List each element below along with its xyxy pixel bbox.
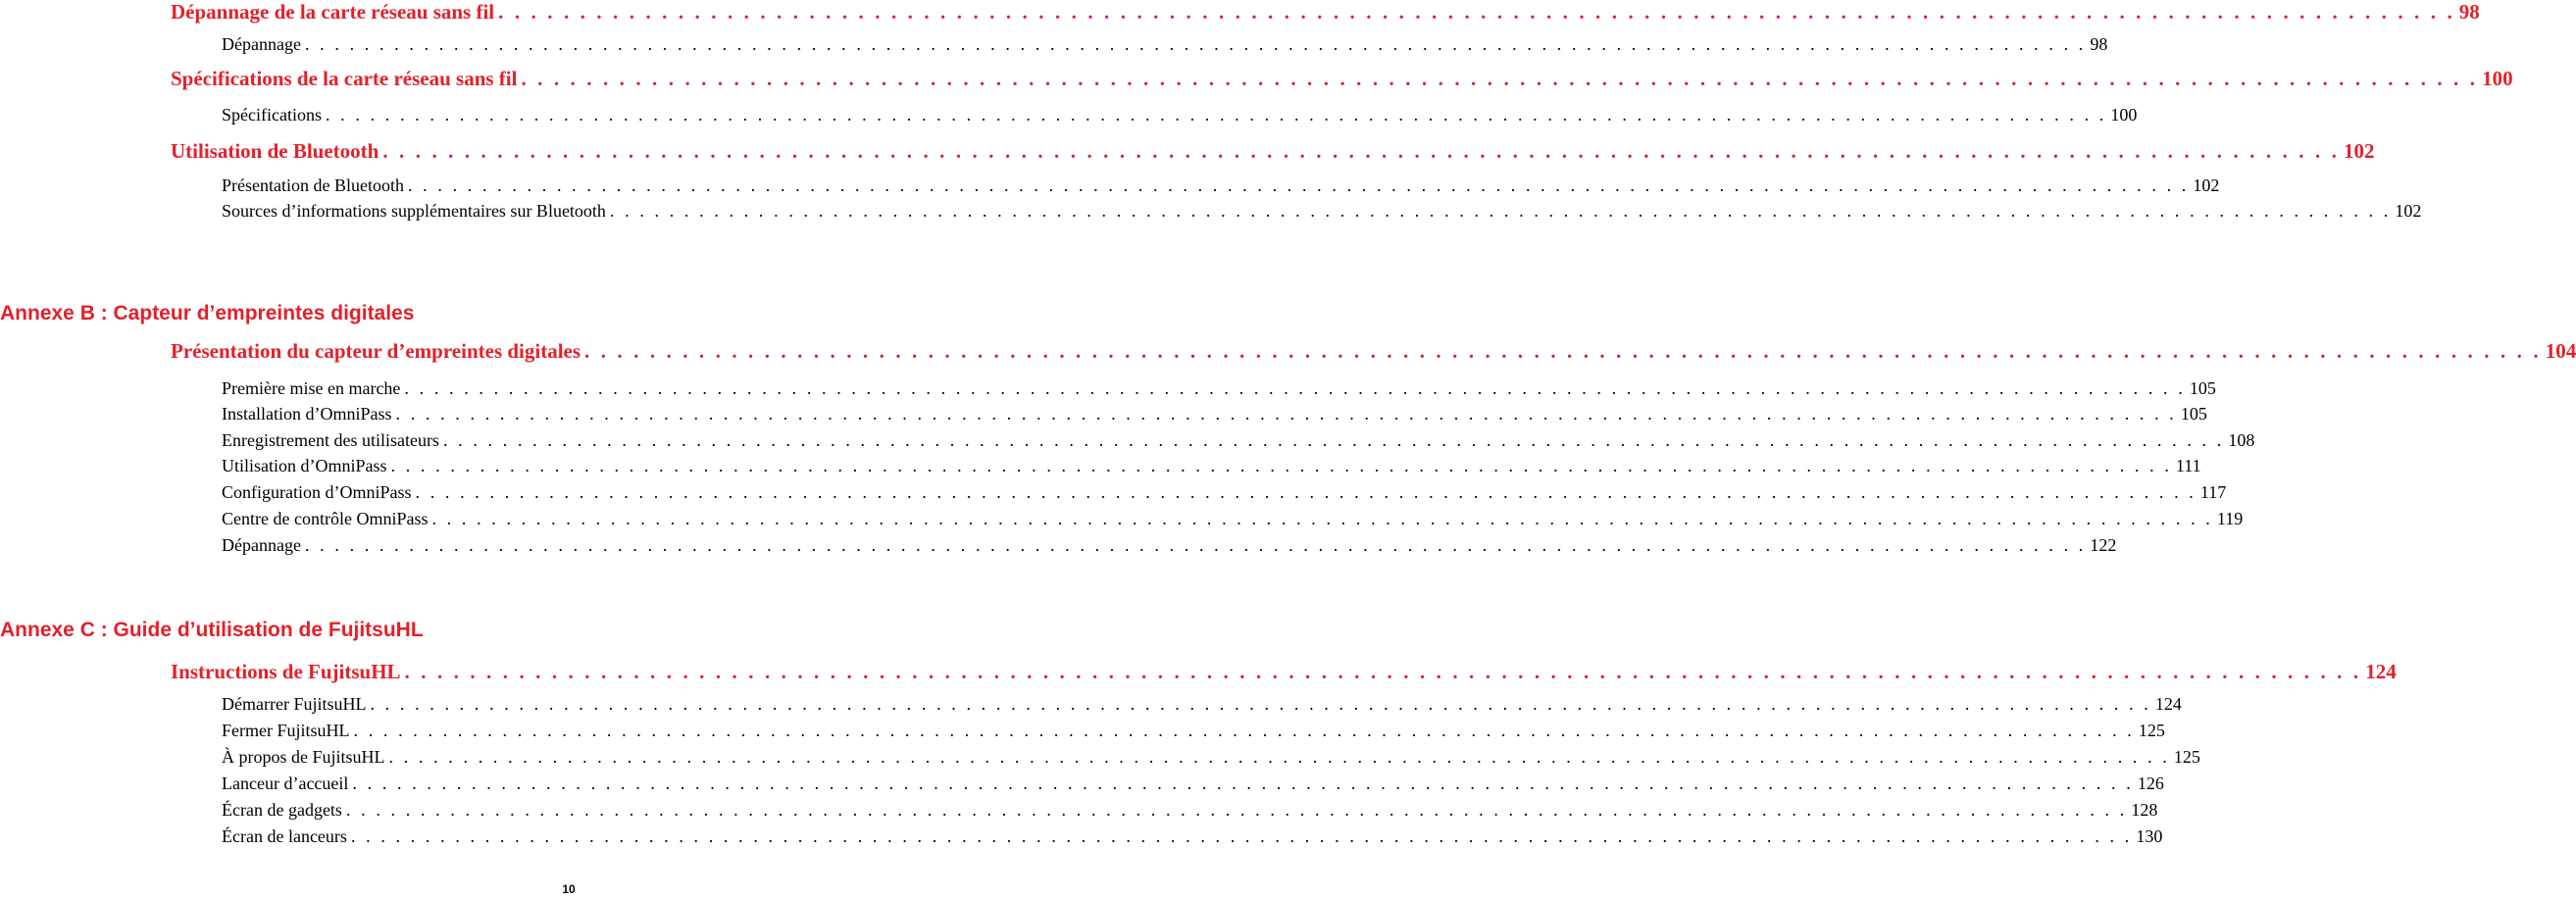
- toc-entry-title: Enregistrement des utilisateurs: [222, 430, 439, 450]
- toc-entry-title: Dépannage de la carte réseau sans fil: [171, 0, 495, 24]
- toc-entry-page: 102: [2344, 139, 2375, 163]
- toc-entry-page: 117: [2199, 482, 2227, 502]
- toc-entry-page: 98: [2458, 0, 2480, 24]
- toc-entry-title: Centre de contrôle OmniPass: [222, 509, 429, 528]
- toc-subsection-entry[interactable]: [222, 430, 2255, 454]
- toc-subsection-entry[interactable]: [222, 747, 2200, 771]
- toc-subsection-entry[interactable]: [222, 378, 2216, 402]
- toc-entry-page: 100: [2482, 67, 2513, 90]
- toc-subsection-entry[interactable]: [222, 721, 2165, 744]
- toc-entry-page: 122: [2090, 535, 2117, 555]
- toc-leader-dots: . . . . . . . . . . . . . . . . . . . . . . . . . . . . . . . . . . . . . . . . . . . . . . . . . . . . . . . . . . . . . . . . . . . . . . . . . . . . . . . . . . . . . . . . . . . . . . . . . . . . . . . . . . . . . . . . . . . . . . . .: [382, 139, 2341, 163]
- toc-subsection-entry[interactable]: [222, 34, 2108, 58]
- toc-subsection-entry[interactable]: [222, 694, 2182, 718]
- toc-entry-page: 119: [2216, 509, 2244, 528]
- toc-subsection-entry[interactable]: [222, 105, 2138, 128]
- toc-leader-dots: . . . . . . . . . . . . . . . . . . . . . . . . . . . . . . . . . . . . . . . . . . . . . . . . . . . . . . . . . . . . . . . . . . . . . . . . . . . . . . . . . . . . . . . . . . . . . . . . . . . . . . . . . . . . . . . . . . . . . . . .: [304, 34, 2087, 54]
- toc-section-entry[interactable]: [171, 339, 2576, 367]
- toc-entry-title: Dépannage: [222, 34, 301, 54]
- toc-section-entry[interactable]: [171, 660, 2397, 687]
- toc-subsection-entry[interactable]: [222, 482, 2227, 506]
- toc-entry-page: 104: [2545, 339, 2576, 363]
- toc-leader-dots: . . . . . . . . . . . . . . . . . . . . . . . . . . . . . . . . . . . . . . . . . . . . . . . . . . . . . . . . . . . . . . . . . . . . . . . . . . . . . . . . . . . . . . . . . . . . . . . . . . . . . . . . . . . . . . . . . . . . . . . .: [395, 404, 2177, 424]
- toc-subsection-entry[interactable]: [222, 826, 2163, 850]
- toc-leader-dots: . . . . . . . . . . . . . . . . . . . . . . . . . . . . . . . . . . . . . . . . . . . . . . . . . . . . . . . . . . . . . . . . . . . . . . . . . . . . . . . . . . . . . . . . . . . . . . . . . . . . . . . . . . . . . . . . . . . . . . . .: [498, 0, 2455, 24]
- toc-entry-title: Installation d’OmniPass: [222, 404, 392, 424]
- annex-heading: Annexe C : Guide d’utilisation de FujitsuHL: [0, 619, 424, 641]
- toc-leader-dots: . . . . . . . . . . . . . . . . . . . . . . . . . . . . . . . . . . . . . . . . . . . . . . . . . . . . . . . . . . . . . . . . . . . . . . . . . . . . . . . . . . . . . . . . . . . . . . . . . . . . . . . . . . . . . . . . . . . . . . . .: [388, 747, 2170, 767]
- toc-entry-title: À propos de FujitsuHL: [222, 747, 385, 767]
- toc-entry-title: Dépannage: [222, 535, 301, 555]
- toc-section-entry[interactable]: [171, 0, 2480, 27]
- toc-entry-page: 100: [2110, 105, 2138, 125]
- toc-entry-title: Instructions de FujitsuHL: [171, 660, 401, 683]
- toc-entry-title: Configuration d’OmniPass: [222, 482, 412, 502]
- toc-subsection-entry[interactable]: [222, 404, 2207, 427]
- toc-entry-title: Première mise en marche: [222, 378, 401, 398]
- toc-entry-page: 124: [2365, 660, 2397, 683]
- toc-leader-dots: . . . . . . . . . . . . . . . . . . . . . . . . . . . . . . . . . . . . . . . . . . . . . . . . . . . . . . . . . . . . . . . . . . . . . . . . . . . . . . . . . . . . . . . . . . . . . . . . . . . . . . . . . . . . . . . . . . . . . . . .: [404, 660, 2362, 683]
- toc-entry-title: Écran de gadgets: [222, 800, 342, 820]
- toc-leader-dots: . . . . . . . . . . . . . . . . . . . . . . . . . . . . . . . . . . . . . . . . . . . . . . . . . . . . . . . . . . . . . . . . . . . . . . . . . . . . . . . . . . . . . . . . . . . . . . . . . . . . . . . . . . . . . . . . . . . . . . . .: [350, 826, 2133, 846]
- toc-section-entry[interactable]: [171, 139, 2375, 167]
- toc-subsection-entry[interactable]: [222, 175, 2220, 199]
- toc-leader-dots: . . . . . . . . . . . . . . . . . . . . . . . . . . . . . . . . . . . . . . . . . . . . . . . . . . . . . . . . . . . . . . . . . . . . . . . . . . . . . . . . . . . . . . . . . . . . . . . . . . . . . . . . . . . . . . . . . . . . . . . .: [404, 378, 2186, 398]
- toc-leader-dots: . . . . . . . . . . . . . . . . . . . . . . . . . . . . . . . . . . . . . . . . . . . . . . . . . . . . . . . . . . . . . . . . . . . . . . . . . . . . . . . . . . . . . . . . . . . . . . . . . . . . . . . . . . . . . . . . . . . . . . . .: [345, 800, 2128, 820]
- toc-entry-page: 105: [2189, 378, 2216, 398]
- toc-entry-page: 125: [2138, 721, 2165, 740]
- toc-leader-dots: . . . . . . . . . . . . . . . . . . . . . . . . . . . . . . . . . . . . . . . . . . . . . . . . . . . . . . . . . . . . . . . . . . . . . . . . . . . . . . . . . . . . . . . . . . . . . . . . . . . . . . . . . . . . . . . . . . . . . . . .: [442, 430, 2225, 450]
- toc-entry-page: 105: [2180, 404, 2207, 424]
- toc-entry-page: 128: [2131, 800, 2158, 820]
- toc-leader-dots: . . . . . . . . . . . . . . . . . . . . . . . . . . . . . . . . . . . . . . . . . . . . . . . . . . . . . . . . . . . . . . . . . . . . . . . . . . . . . . . . . . . . . . . . . . . . . . . . . . . . . . . . . . . . . . . . . . . . . . . .: [431, 509, 2213, 528]
- toc-leader-dots: . . . . . . . . . . . . . . . . . . . . . . . . . . . . . . . . . . . . . . . . . . . . . . . . . . . . . . . . . . . . . . . . . . . . . . . . . . . . . . . . . . . . . . . . . . . . . . . . . . . . . . . . . . . . . . . . . . . . . . . .: [352, 774, 2134, 793]
- toc-subsection-entry[interactable]: [222, 456, 2201, 479]
- toc-leader-dots: . . . . . . . . . . . . . . . . . . . . . . . . . . . . . . . . . . . . . . . . . . . . . . . . . . . . . . . . . . . . . . . . . . . . . . . . . . . . . . . . . . . . . . . . . . . . . . . . . . . . . . . . . . . . . . . . . . . . . . . .: [407, 175, 2190, 195]
- toc-leader-dots: . . . . . . . . . . . . . . . . . . . . . . . . . . . . . . . . . . . . . . . . . . . . . . . . . . . . . . . . . . . . . . . . . . . . . . . . . . . . . . . . . . . . . . . . . . . . . . . . . . . . . . . . . . . . . . . . . . . . . . . .: [609, 201, 2392, 221]
- toc-leader-dots: . . . . . . . . . . . . . . . . . . . . . . . . . . . . . . . . . . . . . . . . . . . . . . . . . . . . . . . . . . . . . . . . . . . . . . . . . . . . . . . . . . . . . . . . . . . . . . . . . . . . . . . . . . . . . . . . . . . . . . . .: [325, 105, 2107, 125]
- toc-entry-page: 126: [2137, 774, 2164, 793]
- toc-leader-dots: . . . . . . . . . . . . . . . . . . . . . . . . . . . . . . . . . . . . . . . . . . . . . . . . . . . . . . . . . . . . . . . . . . . . . . . . . . . . . . . . . . . . . . . . . . . . . . . . . . . . . . . . . . . . . . . . . . . . . . . .: [370, 694, 2151, 714]
- toc-leader-dots: . . . . . . . . . . . . . . . . . . . . . . . . . . . . . . . . . . . . . . . . . . . . . . . . . . . . . . . . . . . . . . . . . . . . . . . . . . . . . . . . . . . . . . . . . . . . . . . . . . . . . . . . . . . . . . . . . . . . . . . .: [353, 721, 2135, 740]
- toc-entry-title: Fermer FujitsuHL: [222, 721, 350, 740]
- toc-subsection-entry[interactable]: [222, 535, 2117, 559]
- toc-entry-page: 130: [2136, 826, 2163, 846]
- toc-subsection-entry[interactable]: [222, 509, 2244, 532]
- toc-leader-dots: . . . . . . . . . . . . . . . . . . . . . . . . . . . . . . . . . . . . . . . . . . . . . . . . . . . . . . . . . . . . . . . . . . . . . . . . . . . . . . . . . . . . . . . . . . . . . . . . . . . . . . . . . . . . . . . . . . . . . . . .: [521, 67, 2479, 90]
- toc-entry-page: 108: [2228, 430, 2255, 450]
- toc-entry-page: 98: [2090, 34, 2108, 54]
- toc-entry-title: Écran de lanceurs: [222, 826, 347, 846]
- toc-entry-title: Démarrer FujitsuHL: [222, 694, 367, 714]
- toc-subsection-entry[interactable]: [222, 800, 2158, 824]
- toc-entry-title: Sources d’informations supplémentaires sur Bluetooth: [222, 201, 606, 221]
- annex-heading: Annexe B : Capteur d’empreintes digitales: [0, 302, 415, 325]
- toc-section-entry[interactable]: [171, 67, 2513, 94]
- toc-leader-dots: . . . . . . . . . . . . . . . . . . . . . . . . . . . . . . . . . . . . . . . . . . . . . . . . . . . . . . . . . . . . . . . . . . . . . . . . . . . . . . . . . . . . . . . . . . . . . . . . . . . . . . . . . . . . . . . . . . . . . . . .: [304, 535, 2087, 555]
- toc-entry-page: 102: [2193, 175, 2220, 195]
- toc-entry-page: 125: [2173, 747, 2200, 767]
- toc-entry-title: Utilisation de Bluetooth: [171, 139, 379, 163]
- toc-entry-page: 111: [2175, 456, 2201, 475]
- toc-subsection-entry[interactable]: [222, 201, 2422, 225]
- toc-entry-title: Spécifications de la carte réseau sans fil: [171, 67, 518, 90]
- toc-leader-dots: . . . . . . . . . . . . . . . . . . . . . . . . . . . . . . . . . . . . . . . . . . . . . . . . . . . . . . . . . . . . . . . . . . . . . . . . . . . . . . . . . . . . . . . . . . . . . . . . . . . . . . . . . . . . . . . . . . . . . . . .: [415, 482, 2197, 502]
- toc-leader-dots: . . . . . . . . . . . . . . . . . . . . . . . . . . . . . . . . . . . . . . . . . . . . . . . . . . . . . . . . . . . . . . . . . . . . . . . . . . . . . . . . . . . . . . . . . . . . . . . . . . . . . . . . . . . . . . . . . . . . . . . .: [390, 456, 2172, 475]
- toc-entry-page: 124: [2154, 694, 2182, 714]
- toc-entry-title: Présentation de Bluetooth: [222, 175, 404, 195]
- toc-entry-title: Présentation du capteur d’empreintes digitales: [171, 339, 581, 363]
- toc-entry-page: 102: [2395, 201, 2422, 221]
- toc-entry-title: Lanceur d’accueil: [222, 774, 349, 793]
- toc-leader-dots: . . . . . . . . . . . . . . . . . . . . . . . . . . . . . . . . . . . . . . . . . . . . . . . . . . . . . . . . . . . . . . . . . . . . . . . . . . . . . . . . . . . . . . . . . . . . . . . . . . . . . . . . . . . . . . . . . . . . . . . .: [584, 339, 2542, 363]
- toc-entry-title: Spécifications: [222, 105, 322, 125]
- toc-entry-title: Utilisation d’OmniPass: [222, 456, 387, 475]
- toc-subsection-entry[interactable]: [222, 774, 2164, 797]
- page-number: 10: [562, 882, 576, 896]
